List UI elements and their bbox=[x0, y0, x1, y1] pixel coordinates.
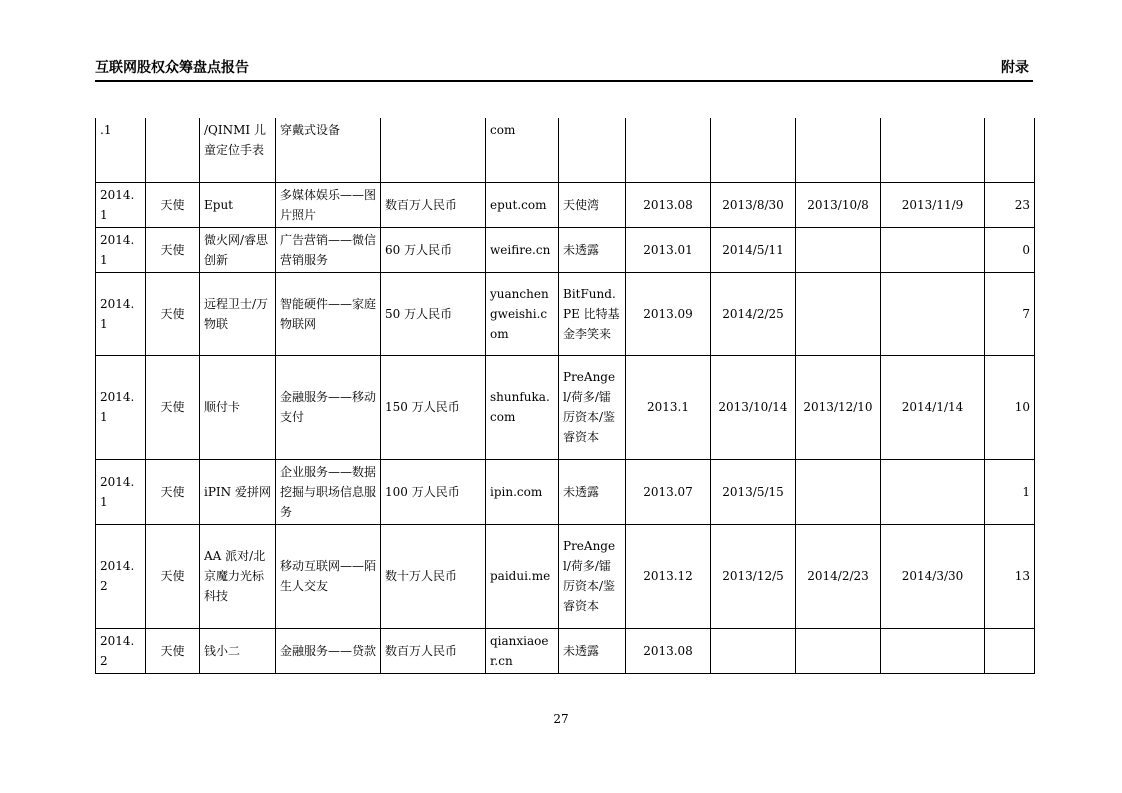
cell-success bbox=[796, 227, 881, 272]
cell-sector: 金融服务——贷款 bbox=[276, 628, 381, 673]
cell-amount bbox=[381, 118, 486, 182]
cell-date: 2014.1 bbox=[96, 227, 146, 272]
cell-end bbox=[881, 272, 985, 355]
cell-online: 2013/5/15 bbox=[711, 459, 796, 524]
cell-sector: 智能硬件——家庭物联网 bbox=[276, 272, 381, 355]
cell-company: AA 派对/北京魔力光标科技 bbox=[200, 524, 276, 628]
table-row bbox=[96, 524, 1035, 628]
cell-online bbox=[711, 118, 796, 182]
cell-success: 2014/2/23 bbox=[796, 524, 881, 628]
cell-success bbox=[796, 118, 881, 182]
cell-company: iPIN 爱拼网 bbox=[200, 459, 276, 524]
cell-success bbox=[796, 459, 881, 524]
cell-investor: 未透露 bbox=[559, 227, 626, 272]
cell-end bbox=[881, 227, 985, 272]
cell-online: 2013/12/5 bbox=[711, 524, 796, 628]
cell-founded bbox=[626, 118, 711, 182]
cell-count bbox=[985, 628, 1035, 673]
cell-investor bbox=[559, 118, 626, 182]
cell-founded: 2013.08 bbox=[626, 628, 711, 673]
cell-count: 7 bbox=[985, 272, 1035, 355]
cell-amount: 数十万人民币 bbox=[381, 524, 486, 628]
cell-end bbox=[881, 459, 985, 524]
cell-type: 天使 bbox=[146, 628, 200, 673]
cell-investor: PreAngel/荷多/镭厉资本/鉴睿资本 bbox=[559, 524, 626, 628]
header-divider bbox=[95, 80, 1033, 82]
cell-founded: 2013.09 bbox=[626, 272, 711, 355]
cell-success: 2013/10/8 bbox=[796, 182, 881, 227]
cell-count: 1 bbox=[985, 459, 1035, 524]
cell-count: 23 bbox=[985, 182, 1035, 227]
cell-online: 2014/2/25 bbox=[711, 272, 796, 355]
cell-count bbox=[985, 118, 1035, 182]
cell-online: 2014/5/11 bbox=[711, 227, 796, 272]
table-row bbox=[96, 118, 1035, 182]
table-row bbox=[96, 628, 1035, 673]
cell-amount: 150 万人民币 bbox=[381, 355, 486, 459]
cell-end: 2014/3/30 bbox=[881, 524, 985, 628]
cell-site: ipin.com bbox=[486, 459, 559, 524]
cell-company: 远程卫士/万物联 bbox=[200, 272, 276, 355]
cell-sector: 金融服务——移动支付 bbox=[276, 355, 381, 459]
crowdfunding-table bbox=[95, 118, 1035, 674]
cell-investor: PreAngel/荷多/镭厉资本/鉴睿资本 bbox=[559, 355, 626, 459]
section-label: 附录 bbox=[1001, 60, 1029, 76]
cell-type: 天使 bbox=[146, 272, 200, 355]
cell-company: 微火网/睿思创新 bbox=[200, 227, 276, 272]
cell-date: 2014.1 bbox=[96, 355, 146, 459]
cell-date: .1 bbox=[96, 118, 146, 182]
cell-company: /QINMI 儿童定位手表 bbox=[200, 118, 276, 182]
cell-site: yuanchengweishi.com bbox=[486, 272, 559, 355]
cell-site: paidui.me bbox=[486, 524, 559, 628]
cell-founded: 2013.12 bbox=[626, 524, 711, 628]
cell-type: 天使 bbox=[146, 524, 200, 628]
cell-count: 0 bbox=[985, 227, 1035, 272]
cell-amount: 数百万人民币 bbox=[381, 628, 486, 673]
cell-founded: 2013.07 bbox=[626, 459, 711, 524]
cell-site: weifire.cn bbox=[486, 227, 559, 272]
cell-investor: 未透露 bbox=[559, 628, 626, 673]
cell-type: 天使 bbox=[146, 227, 200, 272]
cell-count: 10 bbox=[985, 355, 1035, 459]
cell-end: 2013/11/9 bbox=[881, 182, 985, 227]
cell-success: 2013/12/10 bbox=[796, 355, 881, 459]
cell-sector: 移动互联网——陌生人交友 bbox=[276, 524, 381, 628]
cell-site: qianxiaoer.cn bbox=[486, 628, 559, 673]
cell-success bbox=[796, 272, 881, 355]
cell-end bbox=[881, 628, 985, 673]
cell-type: 天使 bbox=[146, 459, 200, 524]
cell-site: eput.com bbox=[486, 182, 559, 227]
table-row bbox=[96, 227, 1035, 272]
cell-sector: 多媒体娱乐——图片照片 bbox=[276, 182, 381, 227]
cell-date: 2014.2 bbox=[96, 628, 146, 673]
cell-site: shunfuka.com bbox=[486, 355, 559, 459]
cell-founded: 2013.1 bbox=[626, 355, 711, 459]
report-title: 互联网股权众筹盘点报告 bbox=[95, 60, 249, 76]
cell-type: 天使 bbox=[146, 182, 200, 227]
cell-online: 2013/10/14 bbox=[711, 355, 796, 459]
cell-success bbox=[796, 628, 881, 673]
cell-investor: 未透露 bbox=[559, 459, 626, 524]
cell-company: Eput bbox=[200, 182, 276, 227]
cell-amount: 50 万人民币 bbox=[381, 272, 486, 355]
cell-sector: 企业服务——数据挖掘与职场信息服务 bbox=[276, 459, 381, 524]
table-row bbox=[96, 272, 1035, 355]
cell-count: 13 bbox=[985, 524, 1035, 628]
cell-sector: 穿戴式设备 bbox=[276, 118, 381, 182]
cell-date: 2014.1 bbox=[96, 272, 146, 355]
cell-online bbox=[711, 628, 796, 673]
cell-amount: 100 万人民币 bbox=[381, 459, 486, 524]
cell-company: 钱小二 bbox=[200, 628, 276, 673]
cell-end: 2014/1/14 bbox=[881, 355, 985, 459]
cell-founded: 2013.01 bbox=[626, 227, 711, 272]
table-row bbox=[96, 355, 1035, 459]
cell-date: 2014.1 bbox=[96, 182, 146, 227]
cell-amount: 数百万人民币 bbox=[381, 182, 486, 227]
page-header bbox=[95, 57, 1033, 79]
table-row bbox=[96, 459, 1035, 524]
cell-end bbox=[881, 118, 985, 182]
cell-date: 2014.2 bbox=[96, 524, 146, 628]
cell-type bbox=[146, 118, 200, 182]
cell-company: 顺付卡 bbox=[200, 355, 276, 459]
cell-type: 天使 bbox=[146, 355, 200, 459]
cell-investor: 天使湾 bbox=[559, 182, 626, 227]
cell-amount: 60 万人民币 bbox=[381, 227, 486, 272]
cell-site: com bbox=[486, 118, 559, 182]
cell-founded: 2013.08 bbox=[626, 182, 711, 227]
table-row bbox=[96, 182, 1035, 227]
cell-online: 2013/8/30 bbox=[711, 182, 796, 227]
cell-investor: BitFund.PE 比特基金李笑来 bbox=[559, 272, 626, 355]
page-number: 27 bbox=[553, 712, 569, 726]
cell-date: 2014.1 bbox=[96, 459, 146, 524]
cell-sector: 广告营销——微信营销服务 bbox=[276, 227, 381, 272]
